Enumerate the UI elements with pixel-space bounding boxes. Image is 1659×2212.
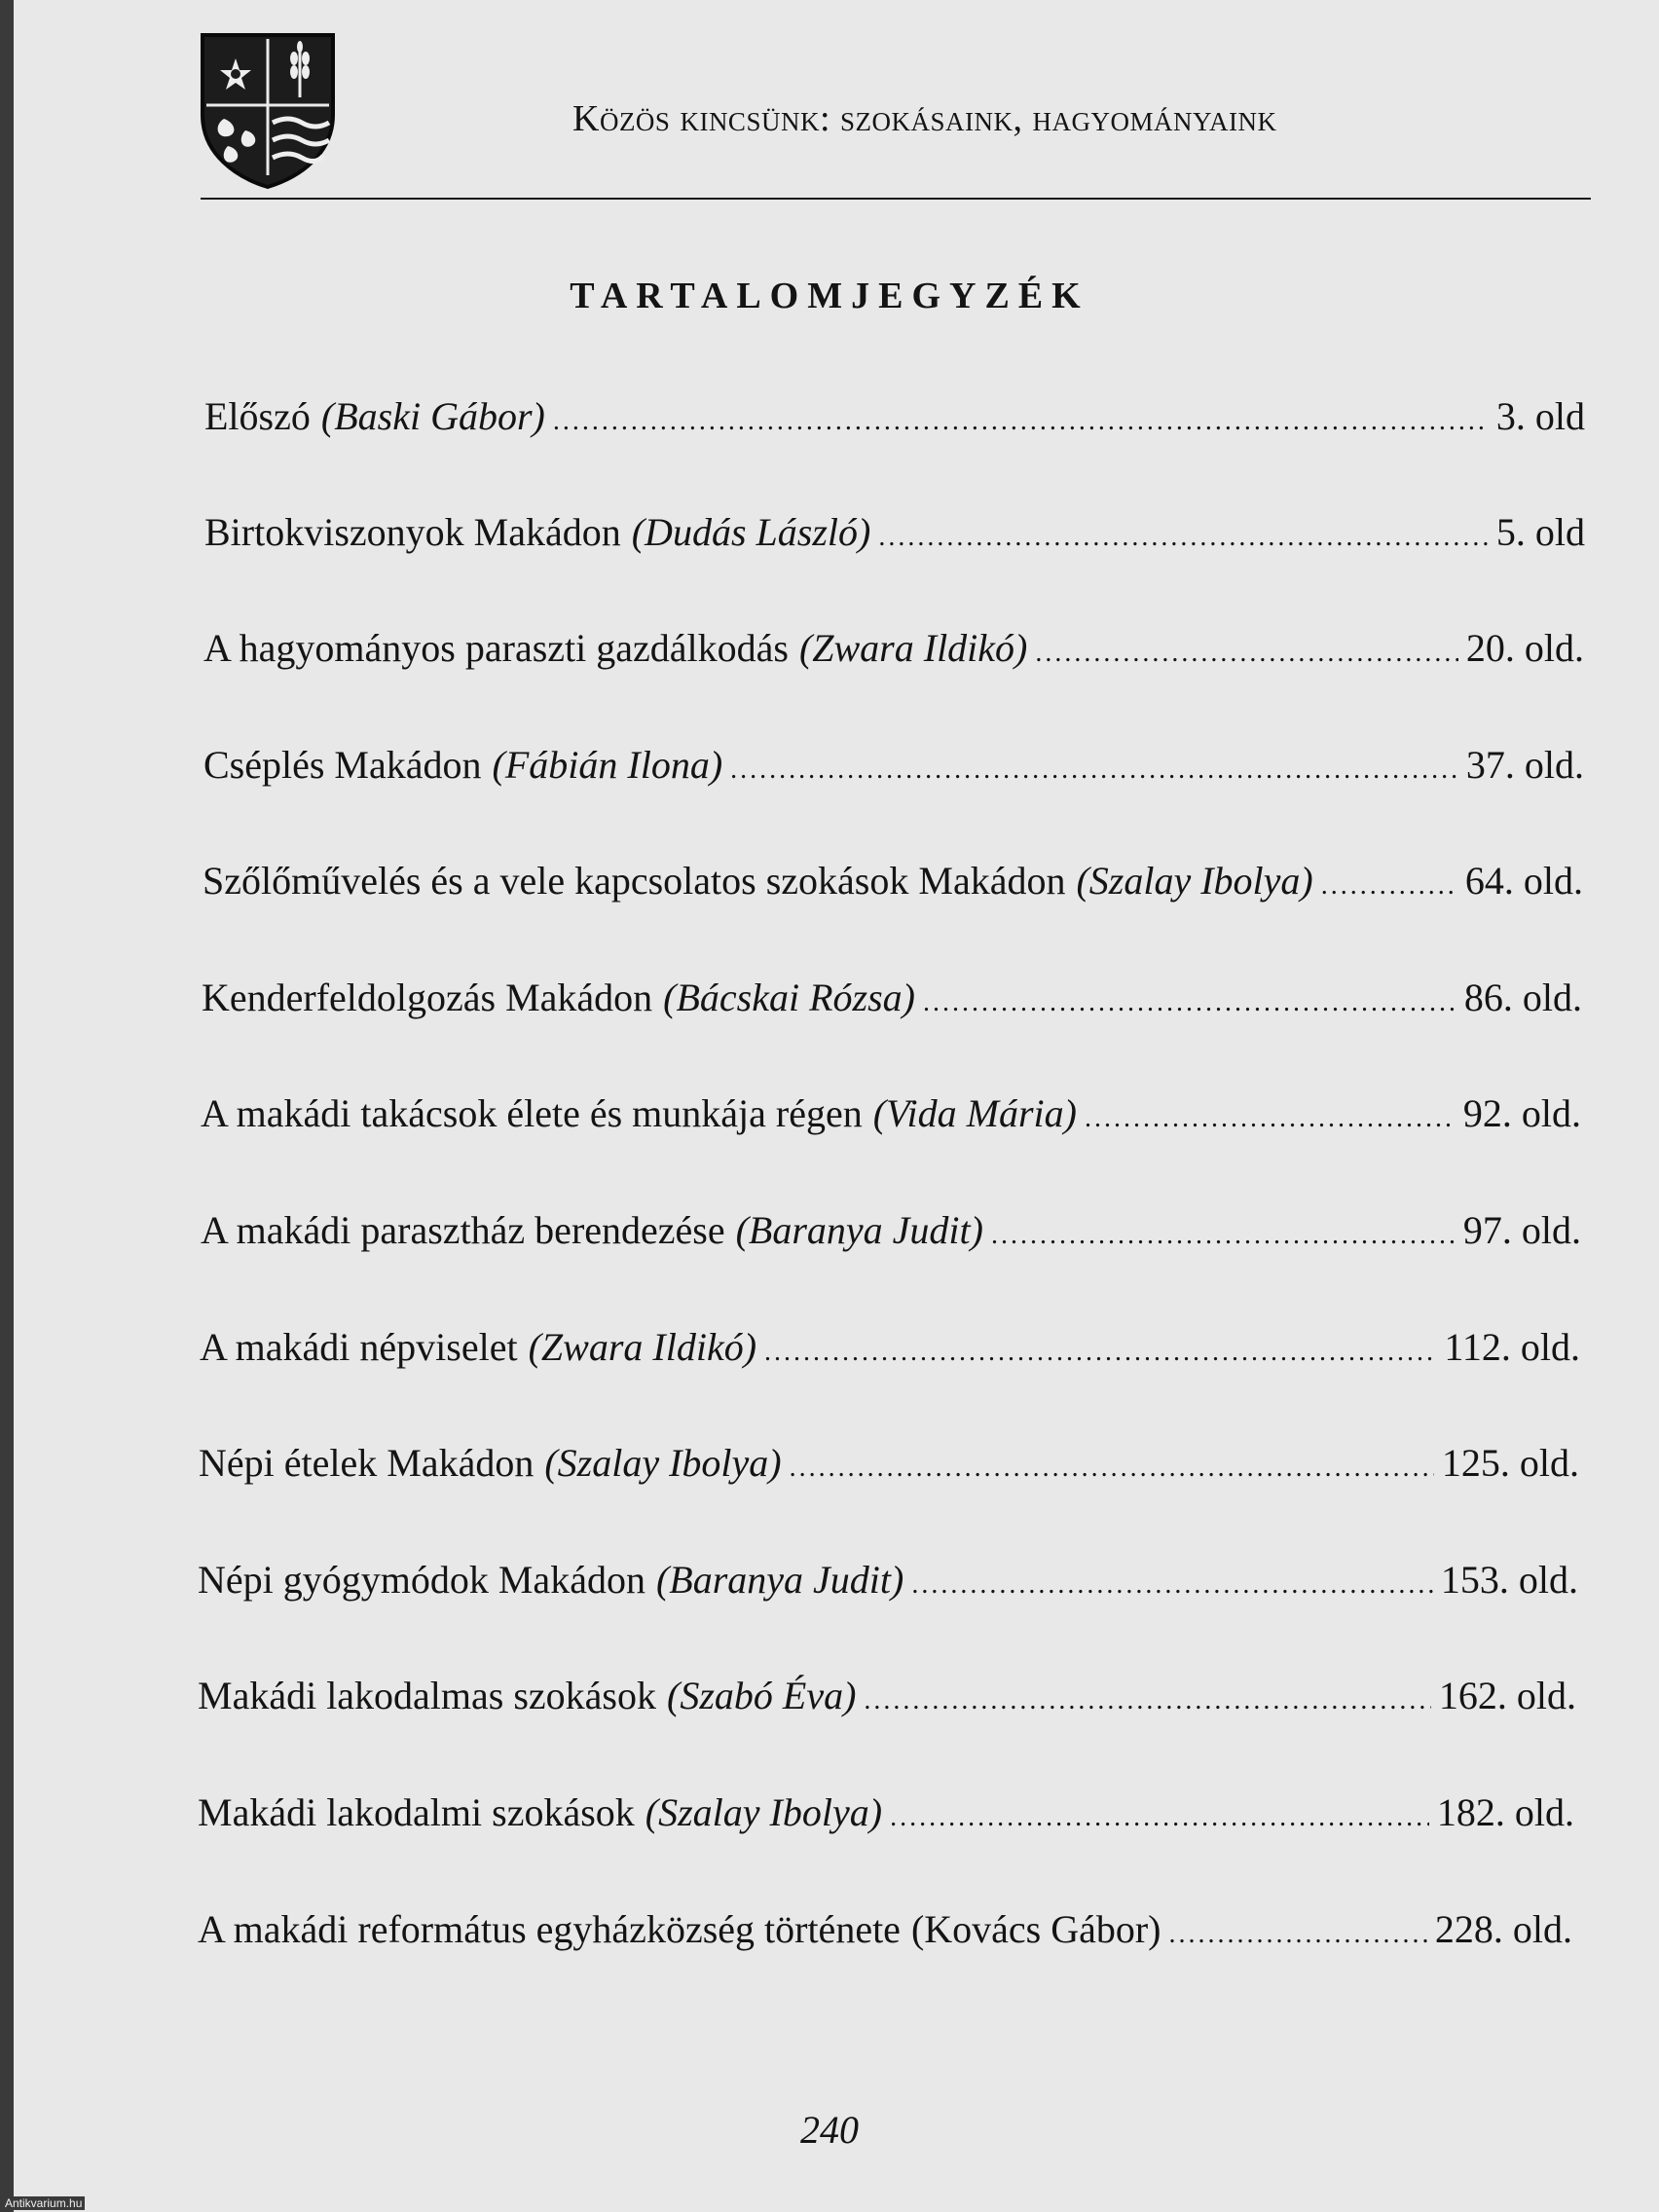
header-rule	[201, 198, 1591, 200]
toc-entry-page: 64. old.	[1464, 859, 1583, 903]
toc-entry-author: (Fábián Ilona)	[492, 743, 723, 787]
toc-entry	[198, 1788, 1574, 1843]
toc-entry-page: 162. old.	[1438, 1674, 1576, 1717]
toc-entry-page: 37. old.	[1465, 743, 1584, 787]
toc-entry-page: 112. old.	[1444, 1325, 1580, 1369]
dot-leader	[764, 1327, 1436, 1378]
toc-entry	[201, 1205, 1581, 1261]
toc-entry-page: 86. old.	[1463, 976, 1582, 1019]
toc-entry-title: Cséplés Makádon	[203, 743, 482, 787]
toc-entry-page: 182. old.	[1436, 1790, 1574, 1834]
toc-entry-page: 153. old.	[1440, 1558, 1578, 1602]
dot-leader	[890, 1792, 1429, 1843]
toc-entry-title: A makádi református egyházközség története	[198, 1907, 901, 1951]
toc-entry	[203, 740, 1584, 795]
dot-leader	[911, 1560, 1433, 1610]
toc-entry-author: (Szalay Ibolya)	[1076, 859, 1313, 903]
toc-entry-page: 5. old	[1495, 510, 1585, 554]
dot-leader	[864, 1676, 1430, 1726]
toc-entry	[204, 391, 1585, 447]
toc-entry-author: (Kovács Gábor)	[910, 1907, 1161, 1951]
toc-entry	[203, 623, 1584, 679]
toc-entry-title: A makádi takácsok élete és munkája régen	[201, 1091, 863, 1135]
toc-entry	[200, 1322, 1580, 1378]
toc-entry-title: Kenderfeldolgozás Makádon	[202, 976, 653, 1019]
toc-entry	[198, 1555, 1578, 1610]
toc-entry-title: Szőlőművelés és a vele kapcsolatos szokások Makádon	[203, 859, 1066, 903]
toc-title: TARTALOMJEGYZÉK	[570, 276, 1089, 316]
dot-leader	[923, 977, 1456, 1028]
toc-entry-author: (Baranya Judit)	[655, 1558, 904, 1602]
dot-leader	[730, 745, 1458, 795]
toc-entry-author: (Bácskai Rózsa)	[663, 976, 915, 1019]
running-header: Közös kincsünk: szokásaink, hagyományaink	[572, 98, 1277, 139]
dot-leader	[1085, 1093, 1456, 1144]
toc-entry	[202, 973, 1582, 1028]
dot-leader	[1169, 1909, 1427, 1960]
toc-entry	[199, 1438, 1579, 1493]
toc-entry-title: Népi ételek Makádon	[199, 1441, 535, 1485]
page-number: 240	[800, 2108, 859, 2152]
toc-entry-author: (Zwara Ildikó)	[528, 1325, 757, 1369]
toc-entry-author: (Szalay Ibolya)	[544, 1441, 782, 1485]
toc-entry-title: A makádi parasztház berendezése	[201, 1208, 725, 1252]
book-spine-shadow	[0, 0, 14, 2212]
toc-entry-author: (Szalay Ibolya)	[645, 1790, 883, 1834]
toc-entry-title: Birtokviszonyok Makádon	[204, 510, 621, 554]
toc-entry-page: 125. old.	[1441, 1441, 1579, 1485]
toc-entry-page: 3. old	[1495, 394, 1585, 438]
toc-entry-author: (Baski Gábor)	[320, 394, 545, 438]
toc-entry-title: Népi gyógymódok Makádon	[198, 1558, 645, 1602]
toc-entry-title: Előszó	[204, 394, 311, 438]
toc-entry-page: 228. old.	[1434, 1907, 1572, 1951]
toc-entry-author: (Vida Mária)	[872, 1091, 1077, 1135]
dot-leader	[790, 1443, 1434, 1493]
toc-entry	[198, 1904, 1572, 1960]
watermark: Antikvarium.hu	[2, 2196, 85, 2210]
toc-entry-page: 92. old.	[1462, 1091, 1581, 1135]
toc-entry-title: A makádi népviselet	[200, 1325, 518, 1369]
toc-entry-page: 20. old.	[1465, 626, 1584, 670]
dot-leader	[878, 512, 1489, 563]
dot-leader	[1321, 861, 1457, 911]
toc-entry	[203, 856, 1583, 911]
toc-entry	[198, 1671, 1576, 1726]
toc-entry	[204, 507, 1585, 563]
toc-entry-author: (Baranya Judit)	[735, 1208, 983, 1252]
toc-entry-title: Makádi lakodalmas szokások	[198, 1674, 656, 1717]
toc-entry	[201, 1088, 1581, 1144]
toc-entry-title: A hagyományos paraszti gazdálkodás	[203, 626, 789, 670]
toc-entry-author: (Zwara Ildikó)	[798, 626, 1028, 670]
dot-leader	[991, 1210, 1456, 1261]
dot-leader	[1035, 628, 1458, 679]
toc-entry-page: 97. old.	[1462, 1208, 1581, 1252]
dot-leader	[553, 396, 1489, 447]
coat-of-arms-icon	[199, 29, 337, 190]
toc-entry-title: Makádi lakodalmi szokások	[198, 1790, 635, 1834]
toc-entry-author: (Szabó Éva)	[667, 1674, 857, 1717]
toc-entry-author: (Dudás László)	[631, 510, 871, 554]
